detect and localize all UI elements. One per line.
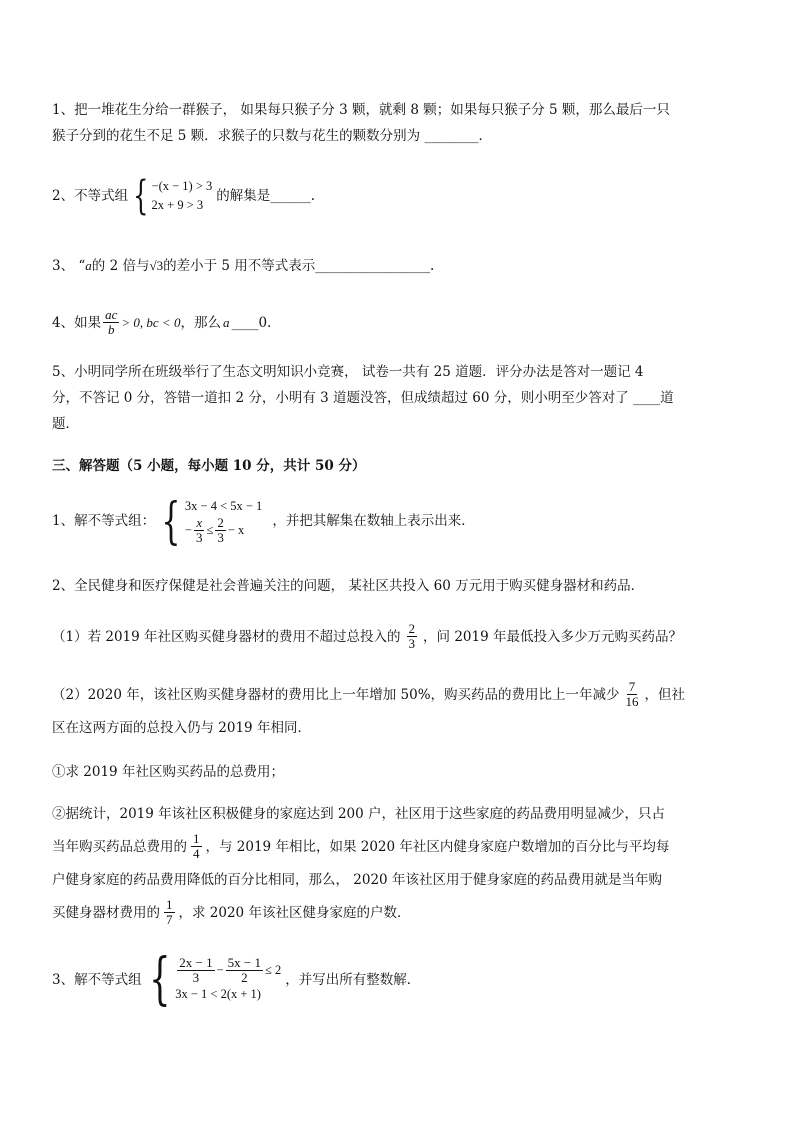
s2-part2-line1	[52, 680, 685, 709]
s2-c2-l2-post: ，与 2019 年相比，如果 2020 年社区内健身家庭户数增加的百分比与平均每	[205, 838, 670, 855]
s2-c2-line1: ②据统计，2019 年该社区积极健身的家庭达到 200 户，社区用于这些家庭的药品费用明显减少，只占	[52, 806, 665, 822]
q3-mid: 的 2 倍与	[91, 258, 150, 274]
q4-frac-num: ac	[105, 307, 118, 322]
s3-prefix: 3、解不等式组	[52, 972, 142, 988]
s3-row1-op: −	[216, 963, 224, 977]
s2-p1-post: ，问 2019 年最低投入多少万元购买药品？	[423, 628, 682, 645]
s1-system	[155, 492, 263, 550]
q3-prefix: 3、 “	[52, 258, 86, 274]
q4-prefix: 4、如果	[52, 314, 102, 331]
left-brace-icon: {	[161, 492, 181, 550]
q4	[52, 308, 271, 337]
s2-p2-frac	[624, 680, 641, 709]
left-brace-icon: {	[148, 947, 171, 1012]
s2-p1-pre: （1）若 2019 年社区购买健身器材的费用不超过总投入的	[52, 628, 401, 645]
q1-line1: 1、把一堆花生分给一群猴子， 如果每只猴子分 3 颗，就剩 8 颗；如果每只猴子分 5 颗，那么最后一只	[52, 102, 670, 118]
s3-row1-post: ≤ 2	[264, 963, 282, 977]
s2-c2-frac1-num: 1	[193, 831, 200, 846]
s2-intro: 2、全民健身和医疗保健是社会普遍关注的问题， 某社区共投入 60 万元用于购买健身器材和药品．	[52, 578, 645, 594]
q3-sqrt: √3	[149, 258, 164, 273]
s2-c2-frac2	[164, 898, 175, 927]
s3-row2: 3x − 1 < 2(x + 1)	[175, 987, 261, 1001]
s3-frac1-num: 2x − 1	[179, 955, 213, 970]
q3-var-a: a	[85, 258, 92, 273]
s2-c2-frac1	[191, 832, 202, 861]
q2-row1: −(x − 1) > 3	[151, 179, 213, 193]
s1-frac2-num: 2	[217, 515, 224, 530]
s3	[52, 947, 421, 1012]
s1-suffix: ，并把其解集在数轴上表示出来．	[272, 513, 475, 529]
s2-p2-pre: （2）2020 年，该社区购买健身器材的费用比上一年增加 50%，购买药品的费用比上一年减少	[52, 686, 620, 703]
s3-frac2	[226, 956, 263, 985]
s1-row2	[185, 516, 262, 545]
s3-frac2-num: 5x − 1	[227, 955, 261, 970]
s2-c2-l4-pre: 买健身器材费用的	[52, 904, 160, 921]
q5-line3: 题．	[52, 416, 79, 432]
q4-suffix: ____0.	[231, 314, 272, 331]
s3-suffix: ，并写出所有整数解．	[285, 972, 421, 988]
s2-c2-frac2-num: 1	[166, 897, 173, 912]
q4-var-a: a	[222, 314, 230, 330]
s1	[52, 492, 475, 550]
s2-c2-l2-pre: 当年购买药品总费用的	[52, 838, 187, 855]
s2-c2-frac1-den: 4	[193, 846, 200, 861]
s2-c1: ①求 2019 年社区购买药品的总费用；	[52, 764, 284, 780]
s1-frac2	[215, 516, 226, 545]
q4-condition: > 0, bc < 0	[121, 314, 181, 330]
q2-row2: 2x + 9 > 3	[151, 198, 204, 212]
s2-c2-line2	[52, 832, 669, 861]
s1-row1: 3x − 4 < 5x − 1	[184, 499, 263, 513]
q3-suffix: 的差小于 5 用不等式表示_________________.	[163, 258, 435, 274]
q4-frac-den: b	[107, 322, 115, 337]
s2-p1-num: 2	[408, 621, 416, 636]
q5-line2: 分，不答记 0 分，答错一道扣 2 分，小明有 3 道题没答，但成绩超过 60 分，则小明至少答对了 ____道	[52, 390, 674, 406]
q1-line2: 猴子分到的花生不足 5 颗．求猴子的只数与花生的颗数分别为 ________．	[52, 128, 492, 144]
s1-row2-op: ≤	[206, 523, 214, 537]
s2-c2-l4-post: ，求 2020 年该社区健身家庭的户数．	[178, 904, 411, 921]
s3-frac1-den: 3	[192, 970, 200, 985]
q4-fraction	[103, 308, 119, 337]
s2-p2-den: 16	[625, 694, 639, 709]
q2-system	[128, 173, 213, 219]
q4-mid: ，那么	[180, 314, 221, 331]
left-brace-icon: {	[133, 173, 149, 219]
s1-prefix: 1、解不等式组：	[52, 513, 156, 529]
s2-p2-post: ，但社	[644, 686, 686, 703]
s2-part2-line2: 区在这两方面的总投入仍与 2019 年相同．	[52, 720, 311, 736]
q2-suffix: 的解集是______.	[216, 188, 316, 204]
s1-frac1-num: x	[196, 515, 203, 530]
q2	[52, 173, 316, 219]
s1-frac1	[194, 516, 205, 545]
s3-frac2-den: 2	[241, 970, 248, 985]
s2-p1-den: 3	[408, 636, 416, 651]
s2-part1	[52, 622, 682, 651]
s2-p1-frac	[407, 622, 418, 651]
s1-frac1-den: 3	[195, 530, 203, 545]
s2-c2-frac2-den: 7	[166, 912, 173, 927]
s2-c2-line4	[52, 898, 410, 927]
s2-c2-line3: 户健身家庭的药品费用降低的百分比相同，那么， 2020 年该社区用于健身家庭的药品费用就是当年购	[52, 872, 662, 888]
s3-frac1	[177, 956, 214, 985]
s1-row2-post: − x	[227, 523, 245, 537]
s2-p2-num: 7	[628, 679, 636, 694]
section-heading: 三、解答题（5 小题，每小题 10 分，共计 50 分）	[52, 458, 366, 474]
q5-line1: 5、小明同学所在班级举行了生态文明知识小竞赛， 试卷一共有 25 道题．评分办法是答对一题记 4	[52, 364, 644, 380]
q2-prefix: 2、不等式组	[52, 188, 129, 204]
s1-row2-minus: −	[184, 523, 192, 537]
s3-row1	[175, 956, 281, 985]
s3-system	[142, 947, 282, 1012]
s1-frac2-den: 3	[217, 530, 224, 545]
q3	[52, 256, 434, 276]
